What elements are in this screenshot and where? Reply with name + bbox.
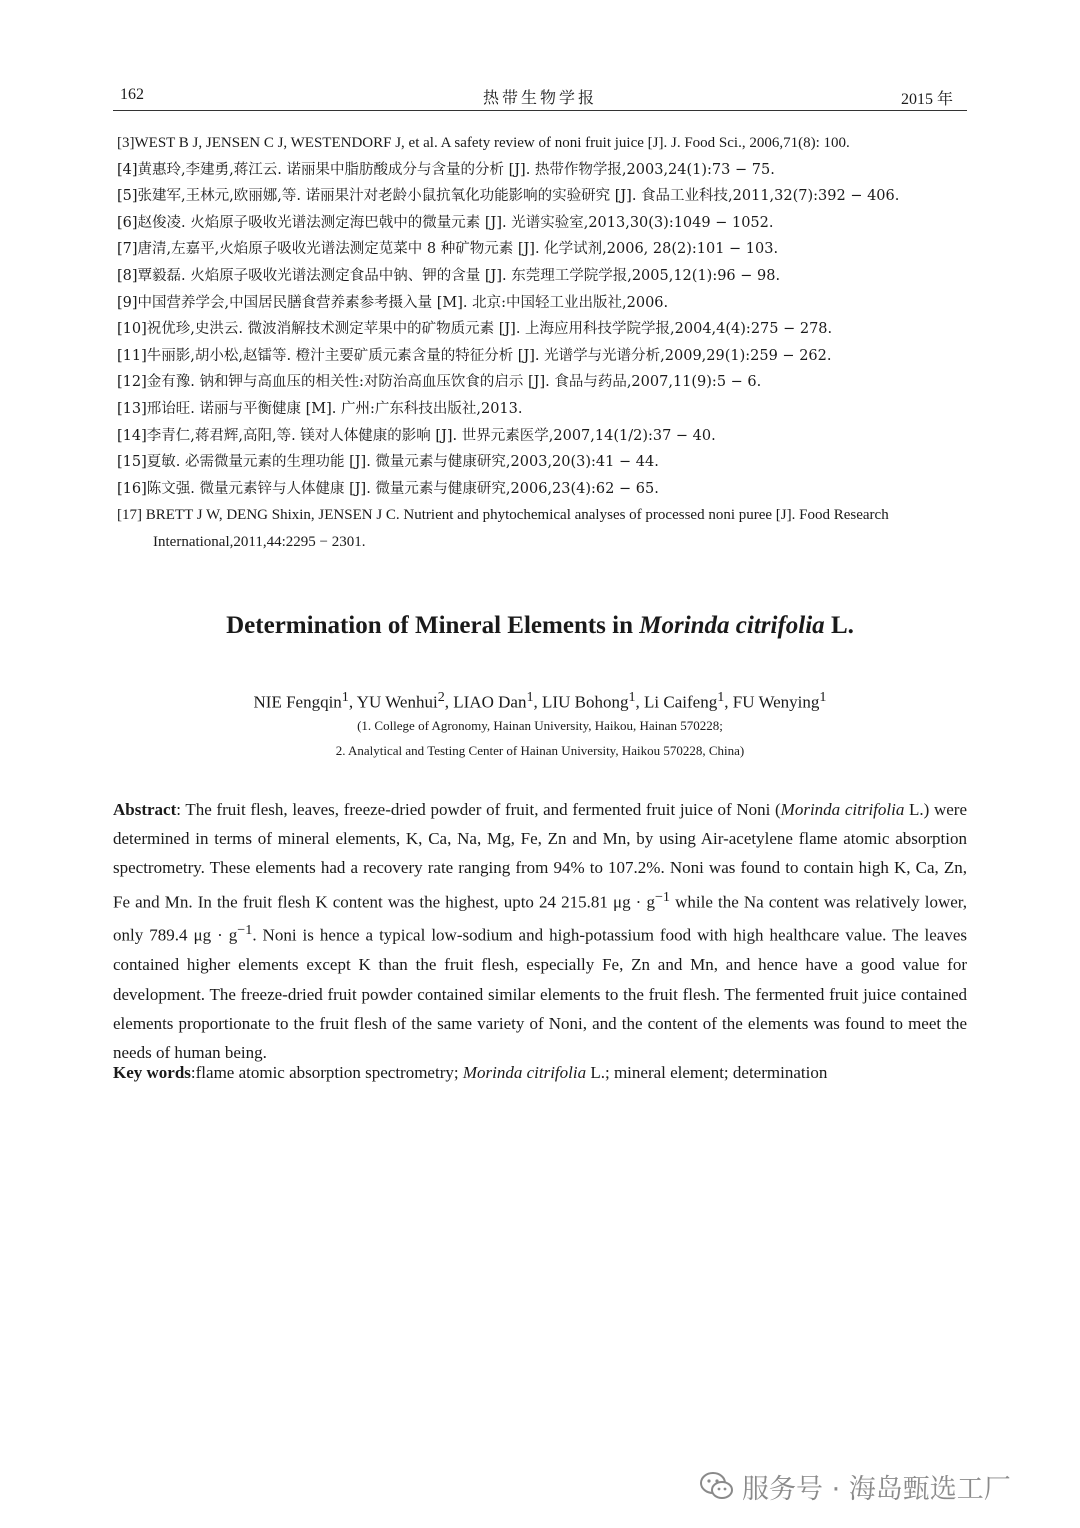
page-header xyxy=(113,80,967,111)
abstract-label: Abstract xyxy=(113,800,177,819)
reference-list xyxy=(117,130,969,556)
reference-item: [4]黄惠玲,李建勇,蒋江云. 诺丽果中脂肪酸成分与含量的分析 [J]. 热带作物学报,2003,24(1):73 − 75. xyxy=(117,161,775,178)
page-number: 162 xyxy=(120,86,144,103)
author: LIU Bohong xyxy=(542,692,629,712)
watermark-text: 服务号 · 海岛甄选工厂 xyxy=(742,1473,1011,1505)
reference-item: [10]祝优珍,史洪云. 微波消解技术测定苹果中的矿物质元素 [J]. 上海应用科技学院学报,2004,4(4):275 − 278. xyxy=(117,321,833,338)
keywords: Key words:flame atomic absorption spectrometry; Morinda citrifolia L.; mineral element; determination xyxy=(113,1063,828,1082)
affiliation: 2. Analytical and Testing Center of Hainan University, Haikou 570228, China) xyxy=(335,743,745,758)
reference-item: [12]金有豫. 钠和钾与高血压的相关性:对防治高血压饮食的启示 [J]. 食品与药品,2007,11(9):5 − 6. xyxy=(117,374,762,391)
reference-item: [17] BRETT J W, DENG Shixin, JENSEN J C. Nutrient and phytochemical analyses of processed noni puree [J]. Food Research International,2011,44:2295 − 2301. xyxy=(117,507,889,550)
author: Li Caifeng xyxy=(644,692,718,712)
reference-item: [8]覃毅磊. 火焰原子吸收光谱法测定食品中钠、钾的含量 [J]. 东莞理工学院学报,2005,12(1):96 − 98. xyxy=(117,267,781,284)
affiliation: (1. College of Agronomy, Hainan University, Haikou, Hainan 570228; xyxy=(357,718,723,733)
reference-item: [15]夏敏. 必需微量元素的生理功能 [J]. 微量元素与健康研究,2003,20(3):41 − 44. xyxy=(117,454,659,471)
keywords-label: Key words xyxy=(113,1063,191,1082)
reference-item: [3]WEST B J, JENSEN C J, WESTENDORF J, et al. A safety review of noni fruit juice [J]. J. Food Sci., 2006,71(8): 100. xyxy=(117,135,850,151)
reference-item: [14]李青仁,蒋君辉,高阳,等. 镁对人体健康的影响 [J]. 世界元素医学,2007,14(1/2):37 − 40. xyxy=(117,427,716,444)
reference-item: [6]赵俊凌. 火焰原子吸收光谱法测定海巴戟中的微量元素 [J]. 光谱实验室,2013,30(3):1049 − 1052. xyxy=(117,214,774,231)
author: NIE Fengqin xyxy=(253,692,342,712)
reference-item: [11]牛丽影,胡小松,赵镭等. 橙汁主要矿质元素含量的特征分析 [J]. 光谱学与光谱分析,2009,29(1):259 − 262. xyxy=(117,347,832,364)
journal-name: 热带生物学报 xyxy=(482,88,597,107)
reference-item: [9]中国营养学会,中国居民膳食营养素参考摄入量 [M]. 北京:中国轻工业出版社,2006. xyxy=(117,294,669,311)
watermark xyxy=(700,1466,1011,1506)
reference-item: [13]邢诒旺. 诺丽与平衡健康 [M]. 广州:广东科技出版社,2013. xyxy=(117,400,523,417)
abstract: Abstract: The fruit flesh, leaves, freeze-dried powder of fruit, and fermented fruit juice of Noni (Morinda citrifolia L.) were determined in terms of mineral elements, K, Ca, Na, Mg, Fe, Zn and Mn, by using Air-acetylene flame atomic absorption spectrometry. These elements had a recovery rate ranging from 94% to 107.2%. Noni was found to contain high K, Ca, Zn, Fe and Mn. In the fruit flesh K content was the highest, upto 24 215.81 $\mu g \cdot g^{-1}$ while the Na content was relatively lower, only 789.4 $\mu g \cdot g^{-1}$. Noni is hence a typical low-sodium and high-potassium food with high healthcare value. The leaves contained higher elements except K than the fruit flesh, especially Fe, Zn and Mn, and hence have a good value for development. The freeze-dried fruit powder contained similar elements to the fruit flesh. The fermented fruit juice contained elements proportionate to the fruit flesh of the same variety of Noni, and the content of the elements was found to meet the needs of human being. xyxy=(113,800,968,1062)
paper-title: Determination of Mineral Elements in Morinda citrifolia L. xyxy=(226,612,854,639)
author: FU Wenying xyxy=(732,692,820,712)
author: YU Wenhui xyxy=(356,692,438,712)
issue-year: 2015 年 xyxy=(900,91,953,108)
author-list: NIE Fengqin$^1$, YU Wenhui$^2$, LIAO Dan$^1$, LIU Bohong$^1$, Li Caifeng$^1$, FU Wenying$^1$ xyxy=(253,689,827,712)
reference-item: [5]张建军,王林元,欧丽娜,等. 诺丽果汁对老龄小鼠抗氧化功能影响的实验研究 [J]. 食品工业科技,2011,32(7):392 − 406. xyxy=(117,188,900,205)
author: LIAO Dan xyxy=(453,692,527,712)
reference-item: [7]唐清,左嘉平,火焰原子吸收光谱法测定苋菜中 8 种矿物元素 [J]. 化学试剂,2006, 28(2):101 − 103. xyxy=(117,241,779,258)
reference-item: [16]陈文强. 微量元素锌与人体健康 [J]. 微量元素与健康研究,2006,23(4):62 − 65. xyxy=(117,480,659,497)
wechat-icon xyxy=(700,1471,734,1501)
